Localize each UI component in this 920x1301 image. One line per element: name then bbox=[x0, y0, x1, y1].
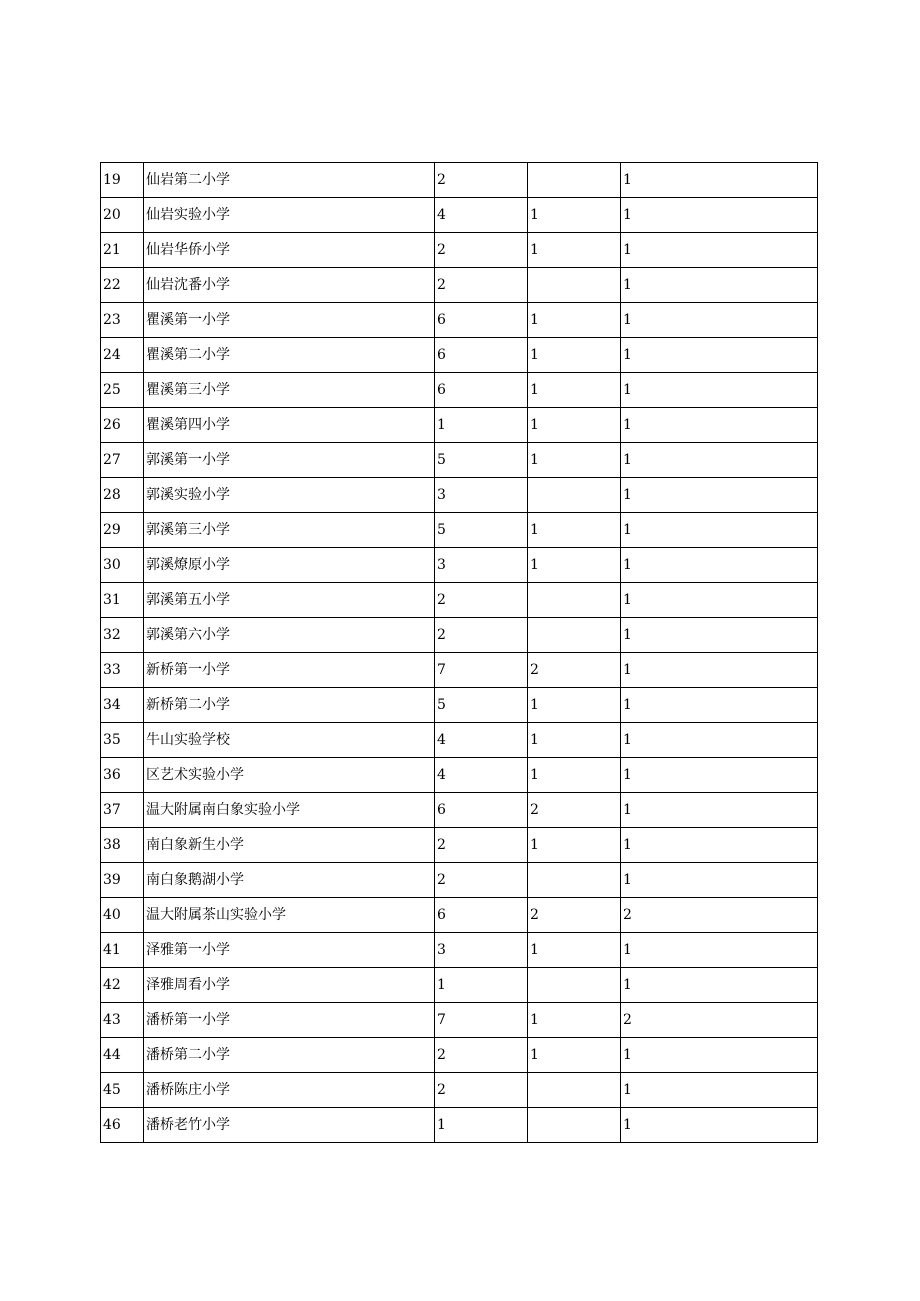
table-row bbox=[101, 338, 818, 373]
school-name: 区艺术实验小学 bbox=[144, 758, 435, 793]
value-col-3: 1 bbox=[621, 548, 818, 583]
value-col-3: 1 bbox=[621, 373, 818, 408]
table-row bbox=[101, 723, 818, 758]
school-name: 仙岩实验小学 bbox=[144, 198, 435, 233]
value-col-2: 1 bbox=[528, 443, 621, 478]
value-col-1: 4 bbox=[435, 198, 528, 233]
value-col-3: 2 bbox=[621, 1003, 818, 1038]
value-col-3: 1 bbox=[621, 793, 818, 828]
value-col-1: 2 bbox=[435, 1038, 528, 1073]
table-row bbox=[101, 1073, 818, 1108]
value-col-1: 7 bbox=[435, 1003, 528, 1038]
value-col-2: 1 bbox=[528, 408, 621, 443]
value-col-1: 6 bbox=[435, 338, 528, 373]
row-number: 45 bbox=[101, 1073, 144, 1108]
table-row bbox=[101, 233, 818, 268]
value-col-2 bbox=[528, 618, 621, 653]
value-col-3: 1 bbox=[621, 233, 818, 268]
school-name: 潘桥老竹小学 bbox=[144, 1108, 435, 1143]
row-number: 37 bbox=[101, 793, 144, 828]
value-col-2: 1 bbox=[528, 933, 621, 968]
table-row bbox=[101, 373, 818, 408]
value-col-3: 1 bbox=[621, 268, 818, 303]
value-col-1: 6 bbox=[435, 793, 528, 828]
value-col-3: 1 bbox=[621, 758, 818, 793]
row-number: 28 bbox=[101, 478, 144, 513]
value-col-3: 1 bbox=[621, 1108, 818, 1143]
row-number: 30 bbox=[101, 548, 144, 583]
row-number: 33 bbox=[101, 653, 144, 688]
table-row bbox=[101, 653, 818, 688]
row-number: 42 bbox=[101, 968, 144, 1003]
value-col-2: 1 bbox=[528, 1003, 621, 1038]
value-col-3: 1 bbox=[621, 303, 818, 338]
table-body bbox=[101, 163, 818, 1143]
row-number: 25 bbox=[101, 373, 144, 408]
value-col-2: 1 bbox=[528, 513, 621, 548]
row-number: 21 bbox=[101, 233, 144, 268]
value-col-2 bbox=[528, 478, 621, 513]
value-col-3: 1 bbox=[621, 408, 818, 443]
school-name: 温大附属南白象实验小学 bbox=[144, 793, 435, 828]
row-number: 40 bbox=[101, 898, 144, 933]
row-number: 35 bbox=[101, 723, 144, 758]
value-col-3: 1 bbox=[621, 513, 818, 548]
value-col-2: 1 bbox=[528, 233, 621, 268]
row-number: 20 bbox=[101, 198, 144, 233]
value-col-3: 1 bbox=[621, 723, 818, 758]
school-name: 潘桥第一小学 bbox=[144, 1003, 435, 1038]
school-name: 郭溪第六小学 bbox=[144, 618, 435, 653]
value-col-1: 2 bbox=[435, 163, 528, 198]
value-col-1: 6 bbox=[435, 373, 528, 408]
table-row bbox=[101, 688, 818, 723]
row-number: 38 bbox=[101, 828, 144, 863]
table-row bbox=[101, 583, 818, 618]
value-col-1: 2 bbox=[435, 583, 528, 618]
value-col-3: 1 bbox=[621, 618, 818, 653]
value-col-2: 1 bbox=[528, 548, 621, 583]
value-col-2 bbox=[528, 863, 621, 898]
school-name: 温大附属茶山实验小学 bbox=[144, 898, 435, 933]
table-row bbox=[101, 1038, 818, 1073]
row-number: 23 bbox=[101, 303, 144, 338]
value-col-1: 2 bbox=[435, 1073, 528, 1108]
value-col-1: 5 bbox=[435, 513, 528, 548]
school-name: 泽雅第一小学 bbox=[144, 933, 435, 968]
value-col-1: 3 bbox=[435, 933, 528, 968]
school-name: 仙岩第二小学 bbox=[144, 163, 435, 198]
table-row bbox=[101, 793, 818, 828]
school-name: 牛山实验学校 bbox=[144, 723, 435, 758]
value-col-1: 6 bbox=[435, 303, 528, 338]
value-col-2: 1 bbox=[528, 373, 621, 408]
row-number: 32 bbox=[101, 618, 144, 653]
value-col-3: 2 bbox=[621, 898, 818, 933]
row-number: 27 bbox=[101, 443, 144, 478]
school-name: 瞿溪第一小学 bbox=[144, 303, 435, 338]
value-col-2: 2 bbox=[528, 898, 621, 933]
row-number: 24 bbox=[101, 338, 144, 373]
value-col-1: 4 bbox=[435, 723, 528, 758]
row-number: 44 bbox=[101, 1038, 144, 1073]
table-row bbox=[101, 163, 818, 198]
table-row bbox=[101, 443, 818, 478]
value-col-2: 1 bbox=[528, 303, 621, 338]
table-row bbox=[101, 758, 818, 793]
value-col-2 bbox=[528, 163, 621, 198]
value-col-2: 1 bbox=[528, 758, 621, 793]
school-name: 新桥第二小学 bbox=[144, 688, 435, 723]
value-col-1: 2 bbox=[435, 233, 528, 268]
value-col-1: 1 bbox=[435, 408, 528, 443]
school-name: 仙岩华侨小学 bbox=[144, 233, 435, 268]
table-row bbox=[101, 548, 818, 583]
school-name: 郭溪燎原小学 bbox=[144, 548, 435, 583]
table-row bbox=[101, 198, 818, 233]
value-col-2 bbox=[528, 583, 621, 618]
table-row bbox=[101, 968, 818, 1003]
table-row bbox=[101, 898, 818, 933]
value-col-3: 1 bbox=[621, 863, 818, 898]
table-row bbox=[101, 268, 818, 303]
row-number: 39 bbox=[101, 863, 144, 898]
school-name: 郭溪实验小学 bbox=[144, 478, 435, 513]
value-col-1: 4 bbox=[435, 758, 528, 793]
table-row bbox=[101, 408, 818, 443]
school-table bbox=[100, 162, 818, 1143]
row-number: 36 bbox=[101, 758, 144, 793]
value-col-3: 1 bbox=[621, 443, 818, 478]
value-col-1: 1 bbox=[435, 1108, 528, 1143]
school-name: 仙岩沈番小学 bbox=[144, 268, 435, 303]
value-col-3: 1 bbox=[621, 933, 818, 968]
row-number: 46 bbox=[101, 1108, 144, 1143]
school-name: 瞿溪第二小学 bbox=[144, 338, 435, 373]
value-col-1: 2 bbox=[435, 268, 528, 303]
school-name: 南白象新生小学 bbox=[144, 828, 435, 863]
value-col-1: 1 bbox=[435, 968, 528, 1003]
value-col-1: 3 bbox=[435, 548, 528, 583]
value-col-1: 5 bbox=[435, 688, 528, 723]
value-col-3: 1 bbox=[621, 198, 818, 233]
table-row bbox=[101, 863, 818, 898]
value-col-3: 1 bbox=[621, 688, 818, 723]
value-col-3: 1 bbox=[621, 968, 818, 1003]
value-col-2: 1 bbox=[528, 198, 621, 233]
row-number: 43 bbox=[101, 1003, 144, 1038]
value-col-2: 1 bbox=[528, 723, 621, 758]
value-col-2 bbox=[528, 968, 621, 1003]
school-name: 潘桥第二小学 bbox=[144, 1038, 435, 1073]
school-name: 郭溪第五小学 bbox=[144, 583, 435, 618]
school-name: 郭溪第三小学 bbox=[144, 513, 435, 548]
table-row bbox=[101, 828, 818, 863]
school-name: 泽雅周看小学 bbox=[144, 968, 435, 1003]
table-row bbox=[101, 1003, 818, 1038]
school-name: 新桥第一小学 bbox=[144, 653, 435, 688]
table-row bbox=[101, 1108, 818, 1143]
value-col-1: 2 bbox=[435, 828, 528, 863]
value-col-3: 1 bbox=[621, 338, 818, 373]
value-col-2: 2 bbox=[528, 793, 621, 828]
row-number: 29 bbox=[101, 513, 144, 548]
value-col-3: 1 bbox=[621, 653, 818, 688]
value-col-3: 1 bbox=[621, 1038, 818, 1073]
school-name: 郭溪第一小学 bbox=[144, 443, 435, 478]
row-number: 31 bbox=[101, 583, 144, 618]
school-name: 瞿溪第三小学 bbox=[144, 373, 435, 408]
value-col-1: 3 bbox=[435, 478, 528, 513]
value-col-2 bbox=[528, 1108, 621, 1143]
row-number: 26 bbox=[101, 408, 144, 443]
school-name: 潘桥陈庄小学 bbox=[144, 1073, 435, 1108]
value-col-1: 2 bbox=[435, 618, 528, 653]
value-col-1: 7 bbox=[435, 653, 528, 688]
table-row bbox=[101, 618, 818, 653]
value-col-3: 1 bbox=[621, 1073, 818, 1108]
table-row bbox=[101, 303, 818, 338]
value-col-2: 1 bbox=[528, 828, 621, 863]
table-row bbox=[101, 513, 818, 548]
table-row bbox=[101, 478, 818, 513]
row-number: 19 bbox=[101, 163, 144, 198]
value-col-2: 2 bbox=[528, 653, 621, 688]
row-number: 34 bbox=[101, 688, 144, 723]
value-col-3: 1 bbox=[621, 478, 818, 513]
row-number: 41 bbox=[101, 933, 144, 968]
value-col-2: 1 bbox=[528, 1038, 621, 1073]
value-col-3: 1 bbox=[621, 828, 818, 863]
value-col-2: 1 bbox=[528, 688, 621, 723]
value-col-3: 1 bbox=[621, 163, 818, 198]
value-col-1: 5 bbox=[435, 443, 528, 478]
school-name: 南白象鹅湖小学 bbox=[144, 863, 435, 898]
value-col-1: 6 bbox=[435, 898, 528, 933]
school-name: 瞿溪第四小学 bbox=[144, 408, 435, 443]
value-col-2 bbox=[528, 268, 621, 303]
value-col-2 bbox=[528, 1073, 621, 1108]
value-col-1: 2 bbox=[435, 863, 528, 898]
table-row bbox=[101, 933, 818, 968]
value-col-3: 1 bbox=[621, 583, 818, 618]
row-number: 22 bbox=[101, 268, 144, 303]
value-col-2: 1 bbox=[528, 338, 621, 373]
